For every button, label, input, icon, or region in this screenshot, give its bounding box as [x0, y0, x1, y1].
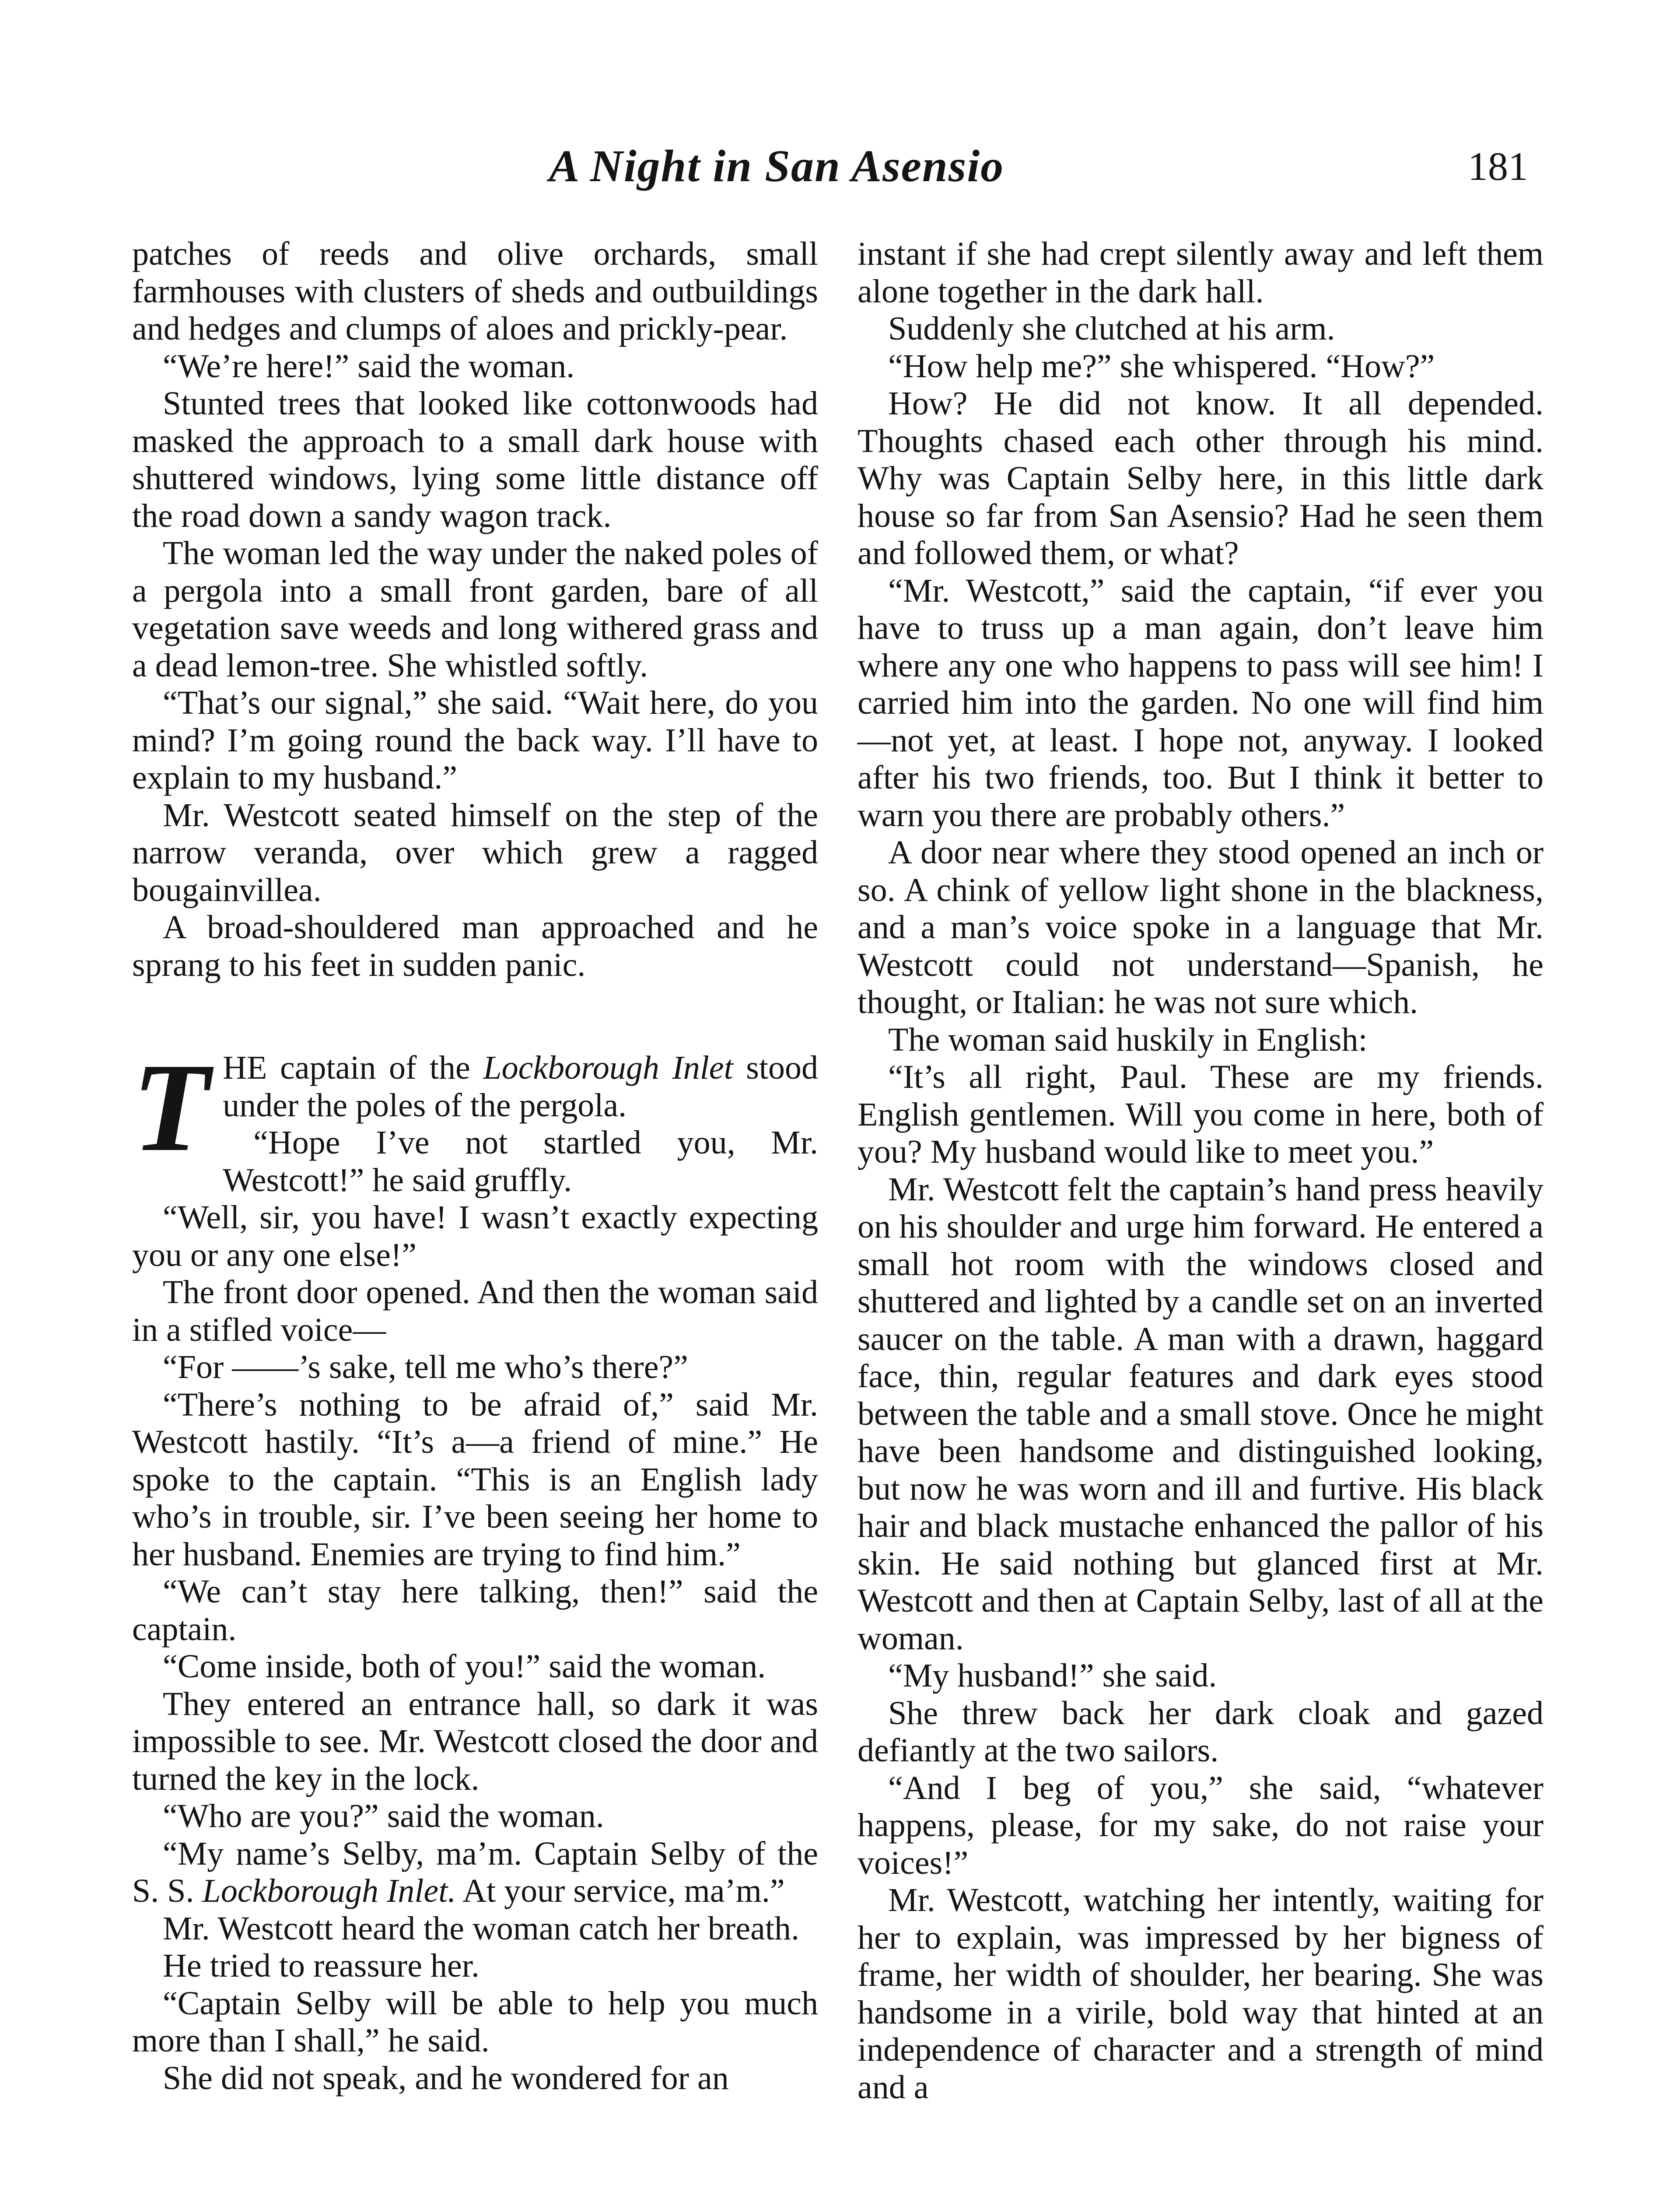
- running-title: A Night in San Asensio: [549, 141, 1004, 191]
- paragraph: The front door opened. And then the woman said in a stifled voice—: [132, 1274, 818, 1348]
- paragraph: The woman said huskily in English:: [888, 1021, 1368, 1058]
- paragraph: Suddenly she clutched at his arm.: [888, 310, 1335, 347]
- running-head: [0, 133, 1680, 199]
- paragraph: “Come inside, both of you!” said the woman.: [163, 1648, 766, 1685]
- paragraph: patches of reeds and olive orchards, small farmhouses with clusters of sheds and outbuildings and hedges and clumps of aloes and prickly-pear.: [132, 235, 818, 347]
- ship-name: Lockborough Inlet: [483, 1049, 733, 1086]
- paragraph: Mr. Westcott, watching her intently, waiting for her to explain, was impressed by her bigness of frame, her width of shoulder, her bearing. She was handsome in a virile, bold way that hinted at an independence of character and a strength of mind and a: [858, 1882, 1544, 2106]
- paragraph: How? He did not know. It all depended. Thoughts chased each other through his mind. Why was Captain Selby here, in this little dark house so far from San Asensio? Had he seen them and followed them, or what?: [858, 385, 1544, 572]
- page-number: 181: [1468, 144, 1528, 189]
- section-break: [132, 984, 818, 1049]
- drop-cap: T: [132, 1037, 210, 1178]
- paragraph: “There’s nothing to be afraid of,” said Mr. Westcott hastily. “It’s a—a friend of mine.” He spoke to the captain. “This is an English lady who’s in trouble, sir. I’ve been seeing her home to her husband. Enemies are trying to find him.”: [132, 1386, 818, 1573]
- paragraph: “How help me?” she whispered. “How?”: [888, 347, 1435, 385]
- paragraph-text: stood under the poles of the pergola.: [223, 1049, 818, 1124]
- paragraph: “Mr. Westcott,” said the captain, “if ever you have to truss up a man again, don’t leave him where any one who happens to pass will see him! I carried him into the garden. No one will find him—not yet, at least. I hope not, anyway. I looked after his two friends, too. But I think it better to warn you there are probably others.”: [858, 572, 1544, 834]
- paragraph: “It’s all right, Paul. These are my friends. English gentlemen. Will you come in here, both of you? My husband would like to meet you.”: [858, 1059, 1544, 1170]
- paragraph: “That’s our signal,” she said. “Wait here, do you mind? I’m going round the back way. I’ll have to explain to my husband.”: [132, 684, 818, 796]
- paragraph-text: At your service, ma’m.”: [456, 1872, 785, 1909]
- paragraph: Mr. Westcott heard the woman catch her breath.: [163, 1910, 799, 1947]
- paragraph-text: HE captain of the: [223, 1049, 483, 1086]
- paragraph: The woman led the way under the naked poles of a pergola into a small front garden, bare of all vegetation save weeds and long withered grass and a dead lemon-tree. She whistled softly.: [132, 535, 818, 684]
- paragraph: A broad-shouldered man approached and he sprang to his feet in sudden panic.: [132, 909, 818, 983]
- paragraph: She did not speak, and he wondered for an: [163, 2059, 729, 2097]
- paragraph-text: “My name’s Selby, ma’m. Captain Selby of the S. S.: [132, 1835, 818, 1909]
- paragraph: “And I beg of you,” she said, “whatever happens, please, for my sake, do not raise your voices!”: [858, 1769, 1544, 1881]
- paragraph: They entered an entrance hall, so dark it was impossible to see. Mr. Westcott closed the door and turned the key in the lock.: [132, 1685, 818, 1797]
- ship-name: Lockborough Inlet.: [202, 1872, 456, 1909]
- paragraph: “Well, sir, you have! I wasn’t exactly expecting you or any one else!”: [132, 1199, 818, 1273]
- paragraph: “For ——’s sake, tell me who’s there?”: [163, 1349, 688, 1385]
- paragraph: Stunted trees that looked like cottonwoods had masked the approach to a small dark house with shuttered windows, lying some little distance off the road down a sandy wagon track.: [132, 385, 818, 534]
- paragraph: “We’re here!” said the woman.: [163, 347, 575, 385]
- paragraph: [132, 1835, 818, 1910]
- paragraph: A door near where they stood opened an inch or so. A chink of yellow light shone in the blackness, and a man’s voice spoke in a language that Mr. Westcott could not understand—Spanish, he thought, or Italian: he was not sure which.: [858, 834, 1544, 1020]
- paragraph: Mr. Westcott seated himself on the step of the narrow veranda, over which grew a ragged bougainvillea.: [132, 796, 818, 908]
- paragraph: She threw back her dark cloak and gazed defiantly at the two sailors.: [858, 1694, 1544, 1769]
- paragraph: instant if she had crept silently away and left them alone together in the dark hall.: [858, 235, 1544, 310]
- paragraph: “Who are you?” said the woman.: [163, 1798, 604, 1834]
- paragraph: “We can’t stay here talking, then!” said the captain.: [132, 1573, 818, 1648]
- left-column: [132, 235, 818, 2097]
- paragraph: Mr. Westcott felt the captain’s hand press heavily on his shoulder and urge him forward. He entered a small hot room with the windows closed and shuttered and lighted by a candle set on an inverted saucer on the table. A man with a drawn, haggard face, thin, regular features and dark eyes stood between the table and a small stove. Once he might have been handsome and distinguished looking, but now he was worn and ill and furtive. His black hair and black mustache enhanced the pallor of his skin. He said nothing but glanced first at Mr. Westcott and then at Captain Selby, last of all at the woman.: [858, 1171, 1544, 1657]
- paragraph: “Captain Selby will be able to help you much more than I shall,” he said.: [132, 1985, 818, 2059]
- paragraph: He tried to reassure her.: [163, 1947, 480, 1984]
- right-column: [858, 235, 1544, 2106]
- paragraph: “My husband!” she said.: [888, 1657, 1217, 1694]
- paragraph: “Hope I’ve not startled you, Mr. Westcott!” he said gruffly.: [223, 1124, 818, 1199]
